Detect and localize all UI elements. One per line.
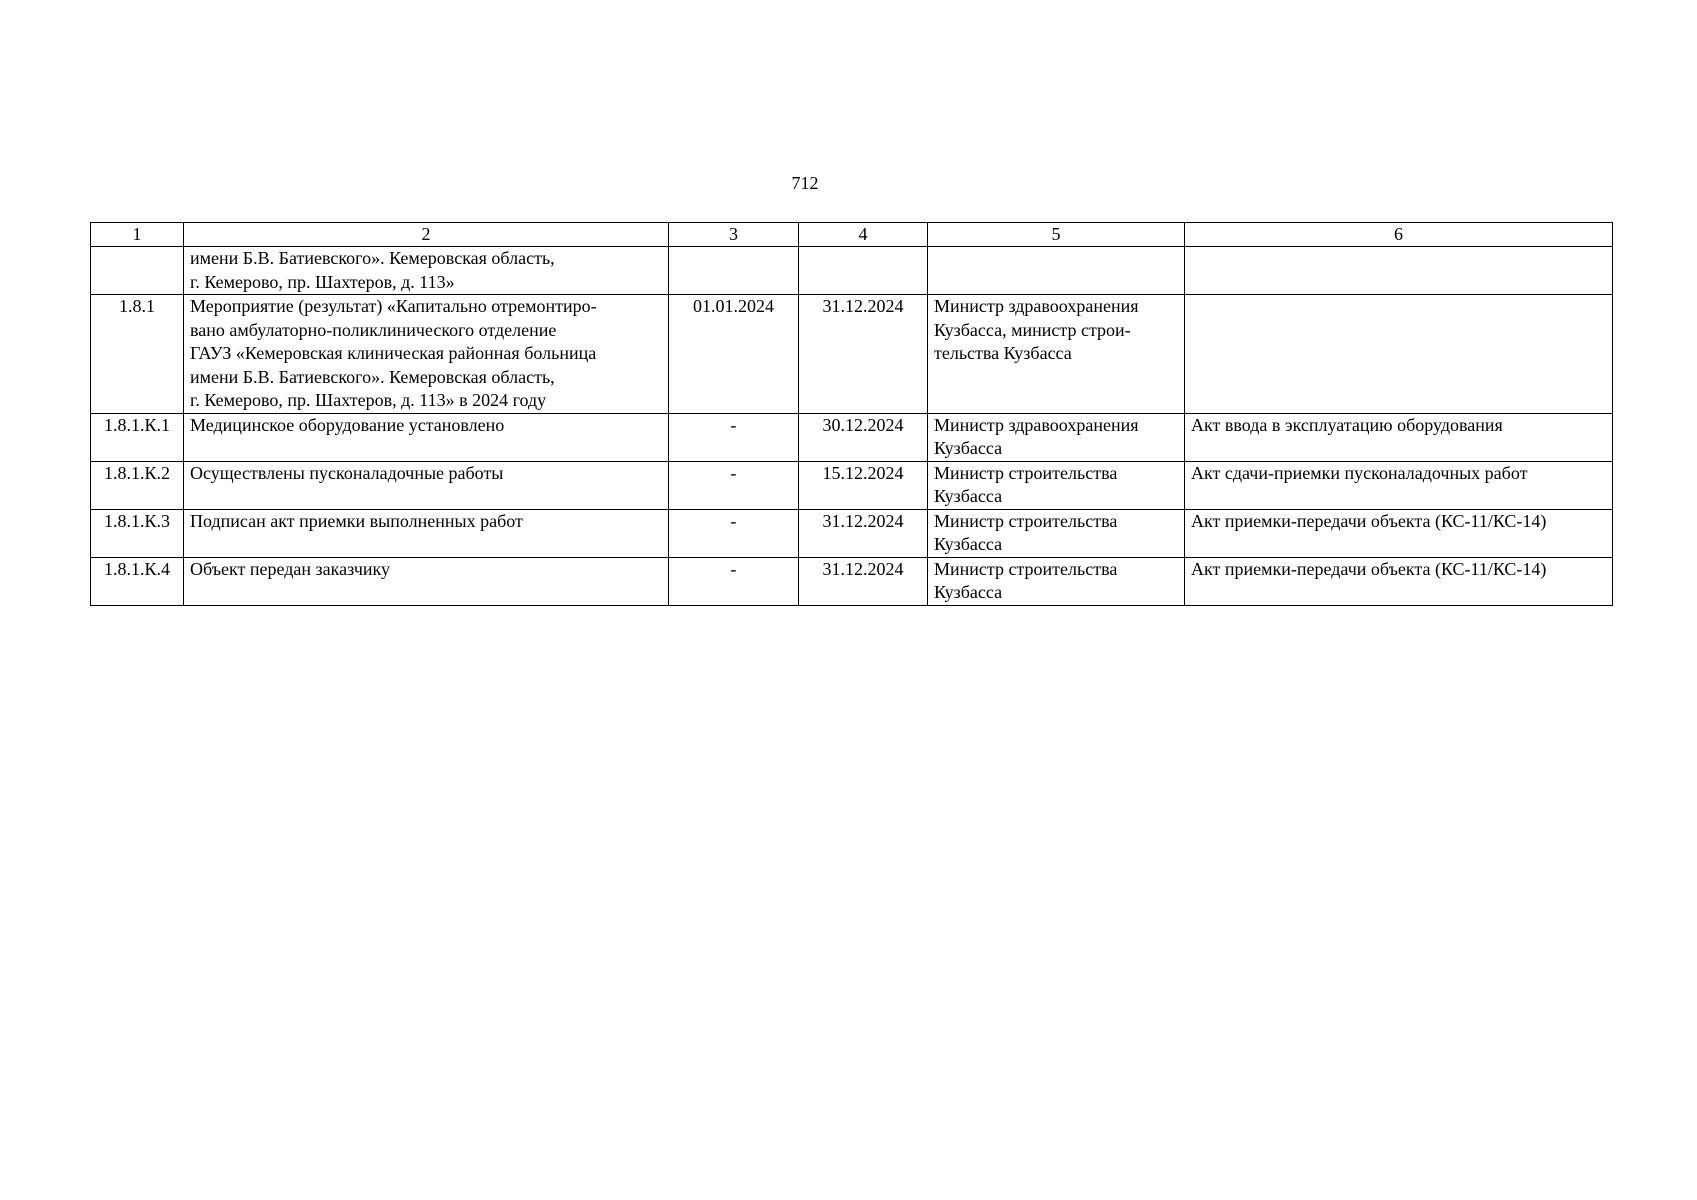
row-end-date: 15.12.2024 (799, 461, 928, 509)
row-text: Мероприятие (результат) «Капитально отремонтиро- вано амбулаторно-поликлинического отделение ГАУЗ «Кемеровская клиническая районная больница имени Б.В. Батиевского». Кемеровская область, г. Кемерово, пр. Шахтеров, д. 113» в 2024 году (184, 295, 669, 414)
row-text: Объект передан заказчику (184, 557, 669, 605)
table-row (91, 509, 1613, 557)
row-start-date: 01.01.2024 (669, 295, 799, 414)
row-start-date: - (669, 509, 799, 557)
row-end-date: 30.12.2024 (799, 413, 928, 461)
header-cell: 2 (184, 223, 669, 247)
row-document: Акт ввода в эксплуатацию оборудования (1185, 413, 1613, 461)
header-cell: 4 (799, 223, 928, 247)
table-row (91, 557, 1613, 605)
row-number: 1.8.1.К.1 (91, 413, 184, 461)
row-document (1185, 247, 1613, 295)
row-end-date: 31.12.2024 (799, 509, 928, 557)
row-responsible: Министр строительства Кузбасса (928, 557, 1185, 605)
row-start-date: - (669, 461, 799, 509)
row-responsible: Министр строительства Кузбасса (928, 461, 1185, 509)
row-text: Медицинское оборудование установлено (184, 413, 669, 461)
row-text: Подписан акт приемки выполненных работ (184, 509, 669, 557)
row-end-date: 31.12.2024 (799, 557, 928, 605)
row-end-date (799, 247, 928, 295)
row-number: 1.8.1.К.4 (91, 557, 184, 605)
header-row (91, 223, 1613, 247)
row-responsible: Министр строительства Кузбасса (928, 509, 1185, 557)
row-start-date: - (669, 557, 799, 605)
row-responsible: Министр здравоохранения Кузбасса (928, 413, 1185, 461)
header-cell: 5 (928, 223, 1185, 247)
row-number: 1.8.1.К.2 (91, 461, 184, 509)
row-responsible (928, 247, 1185, 295)
plan-table (90, 222, 1613, 606)
row-number: 1.8.1 (91, 295, 184, 414)
row-start-date (669, 247, 799, 295)
header-cell: 3 (669, 223, 799, 247)
page-number: 712 (791, 173, 819, 193)
row-responsible: Министр здравоохранения Кузбасса, министр строи- тельства Кузбасса (928, 295, 1185, 414)
row-number (91, 247, 184, 295)
row-text: Осуществлены пусконаладочные работы (184, 461, 669, 509)
row-document: Акт сдачи-приемки пусконаладочных работ (1185, 461, 1613, 509)
row-text: имени Б.В. Батиевского». Кемеровская область, г. Кемерово, пр. Шахтеров, д. 113» (184, 247, 669, 295)
table-row (91, 413, 1613, 461)
row-document: Акт приемки-передачи объекта (КС-11/КС-14) (1185, 557, 1613, 605)
row-number: 1.8.1.К.3 (91, 509, 184, 557)
row-document: Акт приемки-передачи объекта (КС-11/КС-14) (1185, 509, 1613, 557)
header-cell: 1 (91, 223, 184, 247)
row-document (1185, 295, 1613, 414)
table-row (91, 295, 1613, 414)
table-row (91, 247, 1613, 295)
row-start-date: - (669, 413, 799, 461)
table-row (91, 461, 1613, 509)
header-cell: 6 (1185, 223, 1613, 247)
row-end-date: 31.12.2024 (799, 295, 928, 414)
